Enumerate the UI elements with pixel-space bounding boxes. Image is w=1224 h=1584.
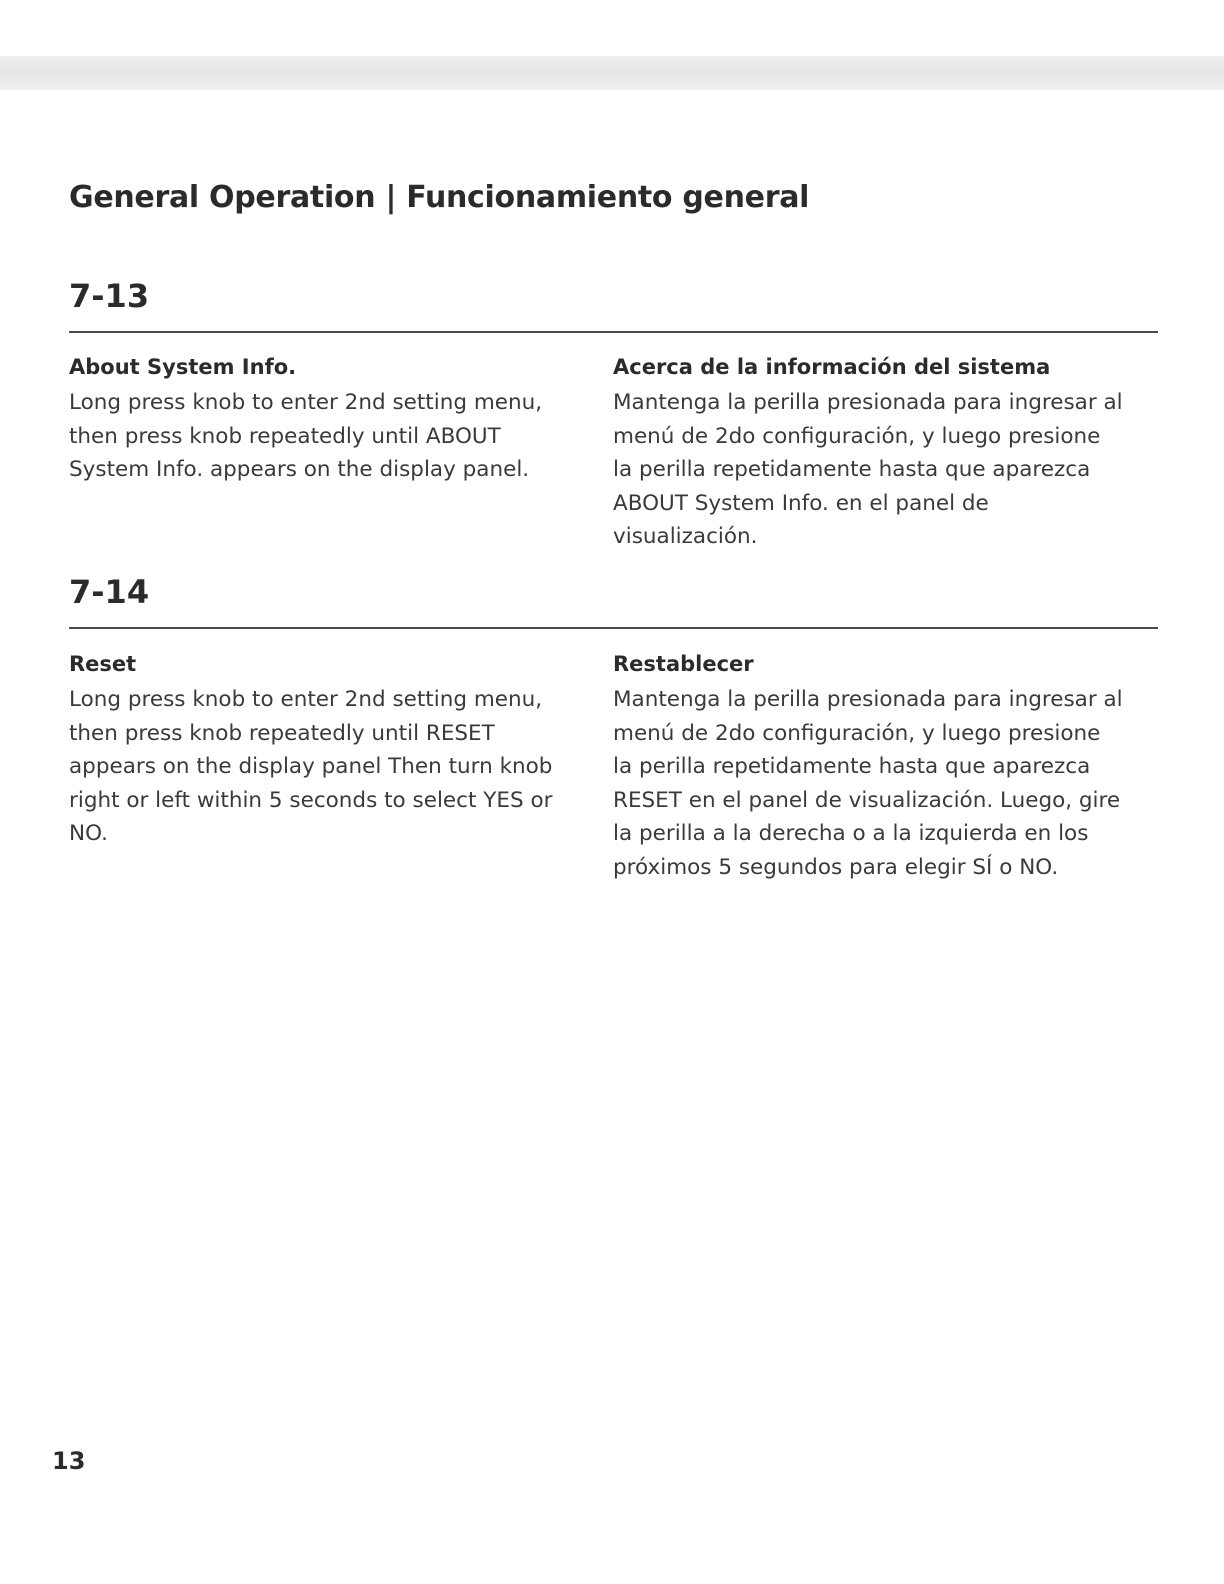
section-7-13-english (69, 352, 579, 487)
section-number-7-14: 7-14 (69, 573, 150, 611)
section-heading: Reset (69, 652, 137, 676)
top-decorative-band (0, 56, 1224, 90)
section-7-13-spanish (613, 352, 1123, 554)
section-body: Long press knob to enter 2nd setting menu, then press knob repeatedly until ABOUT System Info. appears on the display panel. (69, 390, 543, 482)
section-7-14-spanish (613, 649, 1123, 884)
section-heading: Restablecer (613, 652, 754, 676)
page-number: 13 (52, 1447, 86, 1475)
section-body: Long press knob to enter 2nd setting menu, then press knob repeatedly until RESET appears on the display panel Then turn knob right or left within 5 seconds to select YES or NO. (69, 687, 553, 846)
section-body: Mantenga la perilla presionada para ingresar al menú de 2do configuración, y luego presione la perilla repetidamente hasta que aparezca RESET en el panel de visualización. Luego, gire la perilla a la derecha o a la izquierda en los próximos 5 segundos para elegir SÍ o NO. (613, 687, 1123, 880)
section-divider (69, 627, 1158, 629)
section-body: Mantenga la perilla presionada para ingresar al menú de 2do configuración, y luego presione la perilla repetidamente hasta que aparezca ABOUT System Info. en el panel de visualización. (613, 390, 1123, 549)
page-title: General Operation | Funcionamiento general (69, 180, 810, 215)
section-heading: About System Info. (69, 355, 297, 379)
section-7-14-english (69, 649, 579, 851)
section-number-7-13: 7-13 (69, 277, 150, 315)
section-heading: Acerca de la información del sistema (613, 355, 1051, 379)
section-divider (69, 331, 1158, 333)
